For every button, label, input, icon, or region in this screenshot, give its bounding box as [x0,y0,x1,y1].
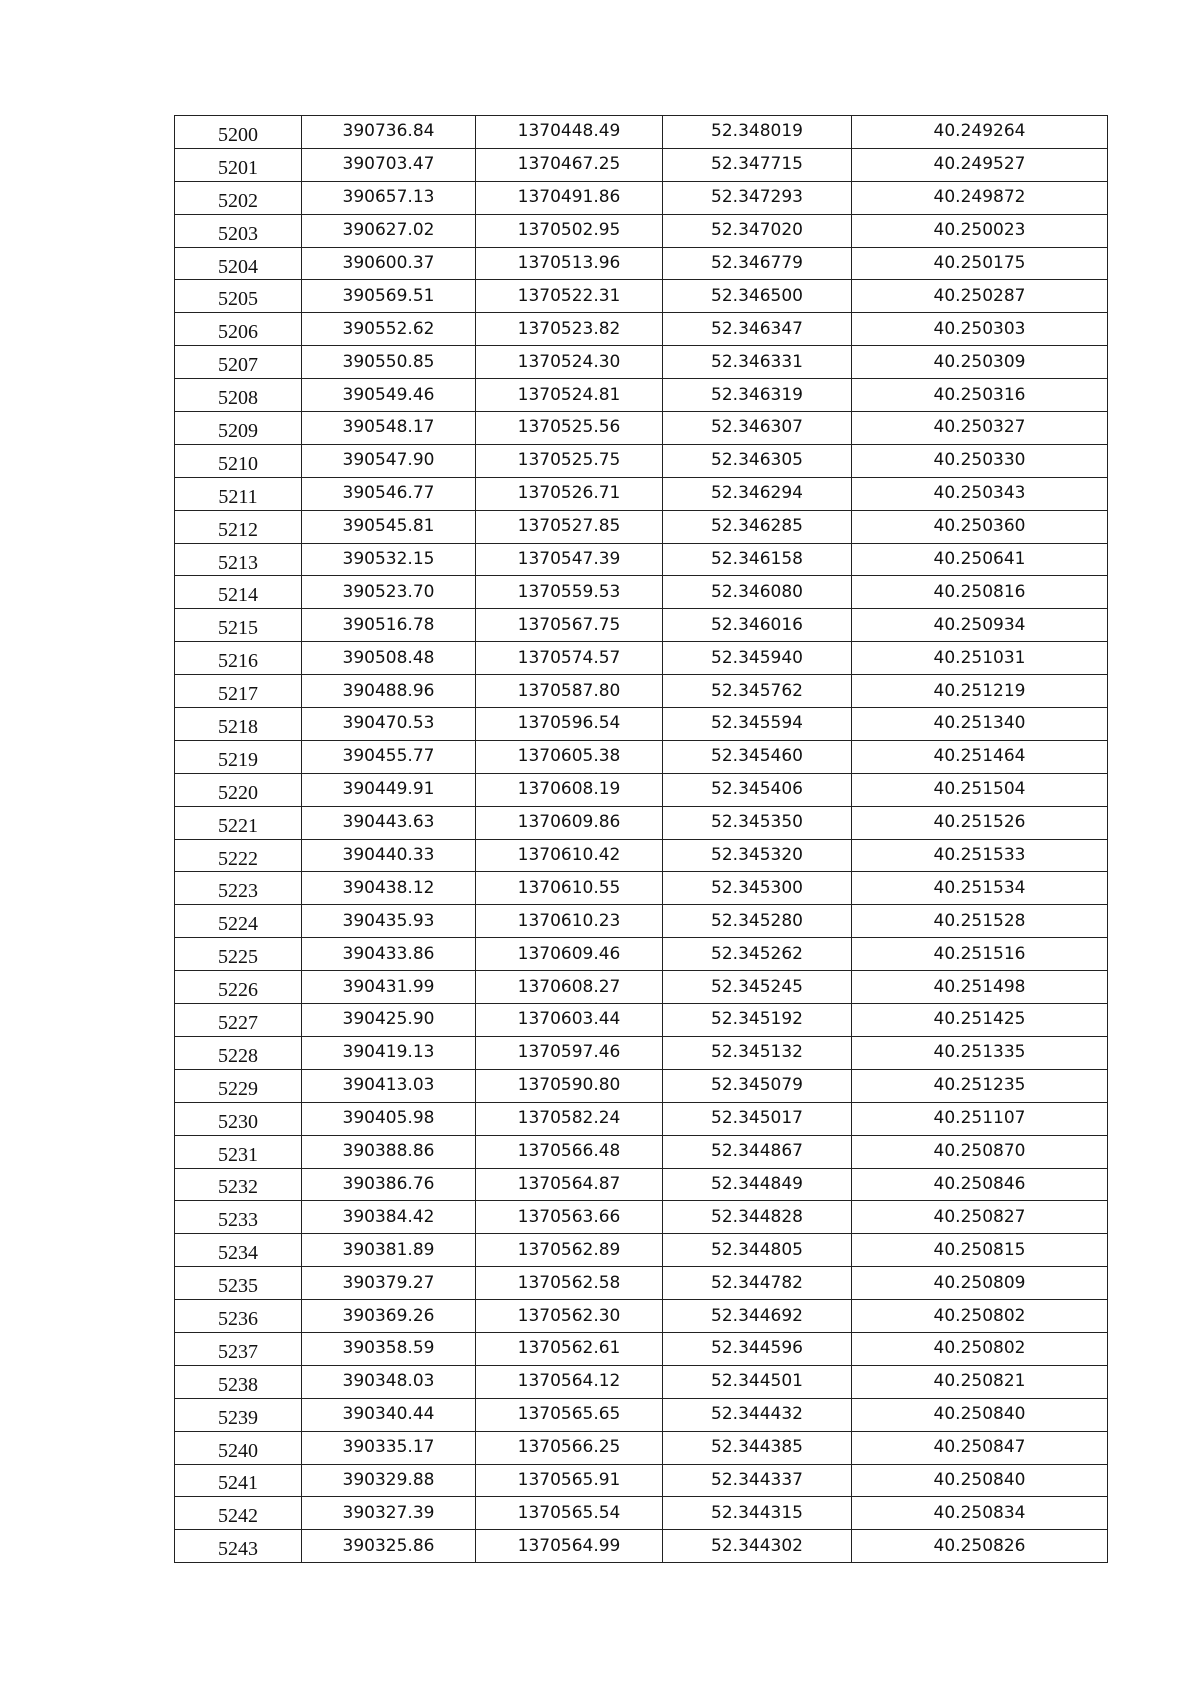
point-id-cell: 5226 [175,971,302,1004]
point-id-cell: 5243 [175,1530,302,1563]
x-coordinate-cell: 390657.13 [302,181,476,214]
latitude-cell: 52.344867 [663,1135,852,1168]
table-row [175,740,1108,773]
x-coordinate-cell: 390358.59 [302,1332,476,1365]
longitude-cell: 40.250821 [852,1365,1108,1398]
point-id-cell: 5217 [175,675,302,708]
x-coordinate-cell: 390627.02 [302,214,476,247]
latitude-cell: 52.345132 [663,1036,852,1069]
table-row [175,971,1108,1004]
latitude-cell: 52.345192 [663,1004,852,1037]
longitude-cell: 40.251504 [852,773,1108,806]
table-row [175,510,1108,543]
longitude-cell: 40.250815 [852,1234,1108,1267]
longitude-cell: 40.251425 [852,1004,1108,1037]
latitude-cell: 52.345762 [663,675,852,708]
table-row [175,379,1108,412]
latitude-cell: 52.345079 [663,1069,852,1102]
y-coordinate-cell: 1370524.30 [476,346,663,379]
x-coordinate-cell: 390470.53 [302,708,476,741]
y-coordinate-cell: 1370502.95 [476,214,663,247]
y-coordinate-cell: 1370522.31 [476,280,663,313]
latitude-cell: 52.346307 [663,412,852,445]
table-row [175,1201,1108,1234]
longitude-cell: 40.251219 [852,675,1108,708]
y-coordinate-cell: 1370564.12 [476,1365,663,1398]
table-row [175,1365,1108,1398]
point-id-cell: 5229 [175,1069,302,1102]
x-coordinate-cell: 390440.33 [302,839,476,872]
table-row [175,872,1108,905]
y-coordinate-cell: 1370603.44 [476,1004,663,1037]
latitude-cell: 52.345406 [663,773,852,806]
y-coordinate-cell: 1370608.27 [476,971,663,1004]
latitude-cell: 52.345245 [663,971,852,1004]
longitude-cell: 40.251533 [852,839,1108,872]
y-coordinate-cell: 1370610.55 [476,872,663,905]
latitude-cell: 52.344315 [663,1497,852,1530]
y-coordinate-cell: 1370562.58 [476,1267,663,1300]
x-coordinate-cell: 390413.03 [302,1069,476,1102]
point-id-cell: 5225 [175,938,302,971]
longitude-cell: 40.250870 [852,1135,1108,1168]
x-coordinate-cell: 390546.77 [302,477,476,510]
point-id-cell: 5233 [175,1201,302,1234]
longitude-cell: 40.251534 [852,872,1108,905]
longitude-cell: 40.250934 [852,609,1108,642]
table-row [175,938,1108,971]
longitude-cell: 40.251235 [852,1069,1108,1102]
x-coordinate-cell: 390433.86 [302,938,476,971]
longitude-cell: 40.251498 [852,971,1108,1004]
latitude-cell: 52.345280 [663,905,852,938]
longitude-cell: 40.250840 [852,1398,1108,1431]
x-coordinate-cell: 390431.99 [302,971,476,1004]
y-coordinate-cell: 1370562.30 [476,1300,663,1333]
longitude-cell: 40.250802 [852,1300,1108,1333]
table-row [175,280,1108,313]
point-id-cell: 5211 [175,477,302,510]
latitude-cell: 52.346285 [663,510,852,543]
y-coordinate-cell: 1370525.75 [476,444,663,477]
latitude-cell: 52.346294 [663,477,852,510]
y-coordinate-cell: 1370467.25 [476,148,663,181]
point-id-cell: 5239 [175,1398,302,1431]
y-coordinate-cell: 1370565.91 [476,1464,663,1497]
latitude-cell: 52.344596 [663,1332,852,1365]
longitude-cell: 40.250641 [852,543,1108,576]
x-coordinate-cell: 390569.51 [302,280,476,313]
latitude-cell: 52.347293 [663,181,852,214]
longitude-cell: 40.251528 [852,905,1108,938]
longitude-cell: 40.250316 [852,379,1108,412]
y-coordinate-cell: 1370590.80 [476,1069,663,1102]
point-id-cell: 5227 [175,1004,302,1037]
x-coordinate-cell: 390335.17 [302,1431,476,1464]
longitude-cell: 40.249872 [852,181,1108,214]
point-id-cell: 5200 [175,116,302,149]
latitude-cell: 52.346347 [663,313,852,346]
latitude-cell: 52.345300 [663,872,852,905]
point-id-cell: 5237 [175,1332,302,1365]
y-coordinate-cell: 1370562.61 [476,1332,663,1365]
point-id-cell: 5240 [175,1431,302,1464]
y-coordinate-cell: 1370609.86 [476,806,663,839]
y-coordinate-cell: 1370491.86 [476,181,663,214]
longitude-cell: 40.250827 [852,1201,1108,1234]
latitude-cell: 52.345262 [663,938,852,971]
table-row [175,1497,1108,1530]
table-row [175,773,1108,806]
table-row [175,1398,1108,1431]
table-row [175,806,1108,839]
longitude-cell: 40.251340 [852,708,1108,741]
point-id-cell: 5208 [175,379,302,412]
latitude-cell: 52.348019 [663,116,852,149]
latitude-cell: 52.347715 [663,148,852,181]
y-coordinate-cell: 1370527.85 [476,510,663,543]
point-id-cell: 5214 [175,576,302,609]
x-coordinate-cell: 390455.77 [302,740,476,773]
table-row [175,214,1108,247]
latitude-cell: 52.346331 [663,346,852,379]
longitude-cell: 40.250826 [852,1530,1108,1563]
latitude-cell: 52.345350 [663,806,852,839]
y-coordinate-cell: 1370565.54 [476,1497,663,1530]
table-row [175,1300,1108,1333]
x-coordinate-cell: 390340.44 [302,1398,476,1431]
x-coordinate-cell: 390435.93 [302,905,476,938]
table-row [175,1234,1108,1267]
longitude-cell: 40.250303 [852,313,1108,346]
table-row [175,1135,1108,1168]
latitude-cell: 52.344782 [663,1267,852,1300]
point-id-cell: 5230 [175,1102,302,1135]
point-id-cell: 5241 [175,1464,302,1497]
point-id-cell: 5234 [175,1234,302,1267]
point-id-cell: 5231 [175,1135,302,1168]
x-coordinate-cell: 390547.90 [302,444,476,477]
longitude-cell: 40.250327 [852,412,1108,445]
table-row [175,1431,1108,1464]
point-id-cell: 5204 [175,247,302,280]
y-coordinate-cell: 1370597.46 [476,1036,663,1069]
latitude-cell: 52.345940 [663,642,852,675]
longitude-cell: 40.251031 [852,642,1108,675]
x-coordinate-cell: 390552.62 [302,313,476,346]
x-coordinate-cell: 390419.13 [302,1036,476,1069]
point-id-cell: 5219 [175,740,302,773]
y-coordinate-cell: 1370547.39 [476,543,663,576]
x-coordinate-cell: 390369.26 [302,1300,476,1333]
y-coordinate-cell: 1370448.49 [476,116,663,149]
longitude-cell: 40.250330 [852,444,1108,477]
x-coordinate-cell: 390548.17 [302,412,476,445]
point-id-cell: 5222 [175,839,302,872]
longitude-cell: 40.250816 [852,576,1108,609]
point-id-cell: 5235 [175,1267,302,1300]
table-row [175,444,1108,477]
longitude-cell: 40.251107 [852,1102,1108,1135]
table-row [175,576,1108,609]
x-coordinate-cell: 390329.88 [302,1464,476,1497]
y-coordinate-cell: 1370610.42 [476,839,663,872]
longitude-cell: 40.250343 [852,477,1108,510]
y-coordinate-cell: 1370523.82 [476,313,663,346]
x-coordinate-cell: 390550.85 [302,346,476,379]
longitude-cell: 40.250809 [852,1267,1108,1300]
x-coordinate-cell: 390488.96 [302,675,476,708]
latitude-cell: 52.347020 [663,214,852,247]
latitude-cell: 52.344692 [663,1300,852,1333]
x-coordinate-cell: 390438.12 [302,872,476,905]
longitude-cell: 40.250840 [852,1464,1108,1497]
table-row [175,675,1108,708]
table-row [175,247,1108,280]
point-id-cell: 5228 [175,1036,302,1069]
point-id-cell: 5220 [175,773,302,806]
y-coordinate-cell: 1370564.99 [476,1530,663,1563]
point-id-cell: 5212 [175,510,302,543]
y-coordinate-cell: 1370567.75 [476,609,663,642]
longitude-cell: 40.250802 [852,1332,1108,1365]
longitude-cell: 40.250360 [852,510,1108,543]
latitude-cell: 52.345320 [663,839,852,872]
x-coordinate-cell: 390449.91 [302,773,476,806]
point-id-cell: 5207 [175,346,302,379]
longitude-cell: 40.250834 [852,1497,1108,1530]
point-id-cell: 5232 [175,1168,302,1201]
longitude-cell: 40.251335 [852,1036,1108,1069]
table-row [175,642,1108,675]
latitude-cell: 52.345017 [663,1102,852,1135]
point-id-cell: 5221 [175,806,302,839]
longitude-cell: 40.249264 [852,116,1108,149]
y-coordinate-cell: 1370610.23 [476,905,663,938]
latitude-cell: 52.346779 [663,247,852,280]
y-coordinate-cell: 1370596.54 [476,708,663,741]
table-row [175,1036,1108,1069]
table-row [175,1102,1108,1135]
table-row [175,1464,1108,1497]
latitude-cell: 52.346305 [663,444,852,477]
latitude-cell: 52.346319 [663,379,852,412]
table-row [175,1069,1108,1102]
table-row [175,609,1108,642]
table-row [175,477,1108,510]
x-coordinate-cell: 390703.47 [302,148,476,181]
x-coordinate-cell: 390545.81 [302,510,476,543]
point-id-cell: 5218 [175,708,302,741]
table-row [175,905,1108,938]
x-coordinate-cell: 390443.63 [302,806,476,839]
longitude-cell: 40.250287 [852,280,1108,313]
x-coordinate-cell: 390508.48 [302,642,476,675]
point-id-cell: 5206 [175,313,302,346]
latitude-cell: 52.346158 [663,543,852,576]
x-coordinate-cell: 390405.98 [302,1102,476,1135]
y-coordinate-cell: 1370608.19 [476,773,663,806]
x-coordinate-cell: 390425.90 [302,1004,476,1037]
point-id-cell: 5201 [175,148,302,181]
point-id-cell: 5216 [175,642,302,675]
latitude-cell: 52.344828 [663,1201,852,1234]
x-coordinate-cell: 390381.89 [302,1234,476,1267]
y-coordinate-cell: 1370566.25 [476,1431,663,1464]
longitude-cell: 40.250309 [852,346,1108,379]
table-row [175,708,1108,741]
table-row [175,313,1108,346]
x-coordinate-cell: 390736.84 [302,116,476,149]
x-coordinate-cell: 390348.03 [302,1365,476,1398]
point-id-cell: 5223 [175,872,302,905]
table-row [175,1332,1108,1365]
longitude-cell: 40.249527 [852,148,1108,181]
table-row [175,1168,1108,1201]
latitude-cell: 52.344337 [663,1464,852,1497]
point-id-cell: 5238 [175,1365,302,1398]
table-row [175,116,1108,149]
x-coordinate-cell: 390386.76 [302,1168,476,1201]
longitude-cell: 40.250847 [852,1431,1108,1464]
longitude-cell: 40.250846 [852,1168,1108,1201]
point-id-cell: 5242 [175,1497,302,1530]
latitude-cell: 52.344385 [663,1431,852,1464]
y-coordinate-cell: 1370524.81 [476,379,663,412]
y-coordinate-cell: 1370609.46 [476,938,663,971]
x-coordinate-cell: 390327.39 [302,1497,476,1530]
x-coordinate-cell: 390516.78 [302,609,476,642]
y-coordinate-cell: 1370513.96 [476,247,663,280]
table-row [175,543,1108,576]
point-id-cell: 5209 [175,412,302,445]
latitude-cell: 52.346080 [663,576,852,609]
longitude-cell: 40.250175 [852,247,1108,280]
y-coordinate-cell: 1370565.65 [476,1398,663,1431]
latitude-cell: 52.346500 [663,280,852,313]
latitude-cell: 52.344432 [663,1398,852,1431]
longitude-cell: 40.251526 [852,806,1108,839]
y-coordinate-cell: 1370587.80 [476,675,663,708]
latitude-cell: 52.344805 [663,1234,852,1267]
table-row [175,1530,1108,1563]
x-coordinate-cell: 390600.37 [302,247,476,280]
point-id-cell: 5203 [175,214,302,247]
longitude-cell: 40.250023 [852,214,1108,247]
point-id-cell: 5210 [175,444,302,477]
y-coordinate-cell: 1370566.48 [476,1135,663,1168]
latitude-cell: 52.345460 [663,740,852,773]
coordinates-table-body [175,116,1108,1563]
x-coordinate-cell: 390532.15 [302,543,476,576]
y-coordinate-cell: 1370605.38 [476,740,663,773]
y-coordinate-cell: 1370564.87 [476,1168,663,1201]
x-coordinate-cell: 390549.46 [302,379,476,412]
latitude-cell: 52.344849 [663,1168,852,1201]
y-coordinate-cell: 1370526.71 [476,477,663,510]
x-coordinate-cell: 390523.70 [302,576,476,609]
point-id-cell: 5213 [175,543,302,576]
x-coordinate-cell: 390325.86 [302,1530,476,1563]
table-row [175,1004,1108,1037]
latitude-cell: 52.344302 [663,1530,852,1563]
longitude-cell: 40.251516 [852,938,1108,971]
table-row [175,1267,1108,1300]
point-id-cell: 5224 [175,905,302,938]
table-row [175,412,1108,445]
longitude-cell: 40.251464 [852,740,1108,773]
table-row [175,346,1108,379]
latitude-cell: 52.344501 [663,1365,852,1398]
table-row [175,148,1108,181]
point-id-cell: 5205 [175,280,302,313]
point-id-cell: 5236 [175,1300,302,1333]
coordinates-table [174,115,1108,1563]
x-coordinate-cell: 390388.86 [302,1135,476,1168]
point-id-cell: 5202 [175,181,302,214]
x-coordinate-cell: 390379.27 [302,1267,476,1300]
x-coordinate-cell: 390384.42 [302,1201,476,1234]
point-id-cell: 5215 [175,609,302,642]
y-coordinate-cell: 1370563.66 [476,1201,663,1234]
table-row [175,839,1108,872]
y-coordinate-cell: 1370562.89 [476,1234,663,1267]
y-coordinate-cell: 1370582.24 [476,1102,663,1135]
y-coordinate-cell: 1370559.53 [476,576,663,609]
table-row [175,181,1108,214]
y-coordinate-cell: 1370574.57 [476,642,663,675]
y-coordinate-cell: 1370525.56 [476,412,663,445]
latitude-cell: 52.346016 [663,609,852,642]
latitude-cell: 52.345594 [663,708,852,741]
